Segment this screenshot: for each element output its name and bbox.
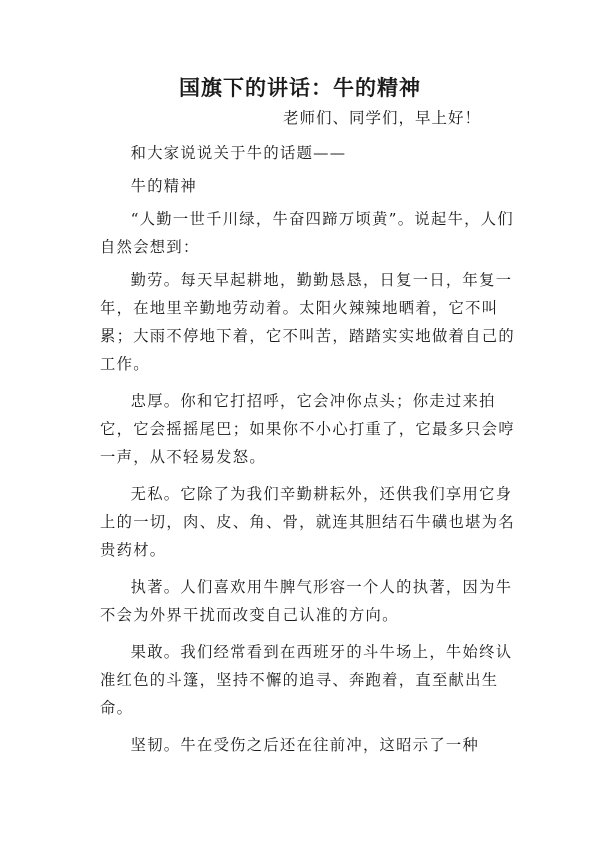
speech-body (100, 139, 515, 759)
paragraph-loyalty: 忠厚。你和它打招呼，它会冲你点头；你走过来拍它，它会摇摇尾巴；如果你不小心打重了，它最多只会哼一声，从不轻易发怒。 (100, 392, 515, 466)
paragraph-tenacity: 坚韧。牛在受伤之后还在往前冲，这昭示了一种 (130, 736, 480, 754)
greeting-line: 老师们、同学们，早上好！ (283, 109, 482, 127)
paragraph-intro: 和大家说说关于牛的话题—— (130, 144, 347, 162)
paragraph-persistence: 执著。人们喜欢用牛脾气形容一个人的执著，因为牛不会为外界干扰而改变自己认准的方向。 (100, 578, 513, 624)
paragraph-quote: “人勤一世千川绿，牛奋四蹄万顷黄”。说起牛，人们自然会想到： (100, 210, 514, 256)
paragraph-selflessness: 无私。它除了为我们辛勤耕耘外，还供我们享用它身上的一切，肉、皮、角、骨，就连其胆结石牛磺也堪为名贵药材。 (100, 485, 515, 559)
paragraph-subtitle: 牛的精神 (130, 177, 197, 195)
paragraph-diligence: 勤劳。每天早起耕地，勤勤恳恳，日复一日，年复一年，在地里辛勤地劳动着。太阳火辣辣地晒着，它不叫累；大雨不停地下着，它不叫苦，踏踏实实地做着自己的工作。 (100, 271, 515, 373)
paragraph-courage: 果敢。我们经常看到在西班牙的斗牛场上，牛始终认准红色的斗篷，坚持不懈的追寻、奔跑着，直至献出生命。 (100, 643, 513, 717)
page-title: 国旗下的讲话：牛的精神 (179, 75, 421, 100)
